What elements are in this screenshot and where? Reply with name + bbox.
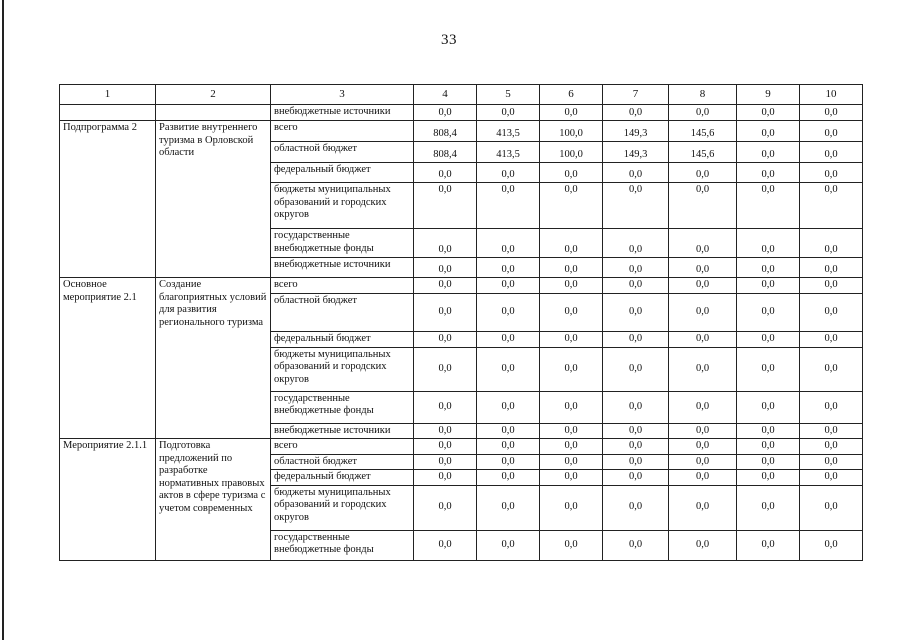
value-cell: 0,0 (603, 183, 669, 229)
value-cell: 0,0 (737, 142, 800, 163)
value-cell: 0,0 (603, 485, 669, 530)
value-cell: 0,0 (669, 331, 737, 347)
value-cell: 808,4 (414, 142, 477, 163)
value-cell: 0,0 (737, 485, 800, 530)
funding-source-cell: федеральный бюджет (271, 470, 414, 486)
value-cell: 145,6 (669, 121, 737, 142)
value-cell: 0,0 (737, 121, 800, 142)
value-cell: 0,0 (669, 454, 737, 470)
value-cell: 100,0 (540, 142, 603, 163)
value-cell: 0,0 (477, 439, 540, 455)
value-cell: 0,0 (800, 183, 863, 229)
value-cell: 0,0 (414, 258, 477, 278)
header-cell: 8 (669, 85, 737, 105)
value-cell: 0,0 (603, 423, 669, 439)
value-cell: 0,0 (414, 105, 477, 121)
value-cell: 0,0 (669, 485, 737, 530)
value-cell: 0,0 (737, 183, 800, 229)
header-cell: 10 (800, 85, 863, 105)
value-cell: 0,0 (477, 229, 540, 258)
page-number: 33 (441, 32, 457, 48)
value-cell: 0,0 (669, 439, 737, 455)
value-cell: 0,0 (603, 105, 669, 121)
value-cell: 0,0 (477, 530, 540, 560)
value-cell: 0,0 (540, 485, 603, 530)
value-cell: 0,0 (414, 470, 477, 486)
funding-source-cell: всего (271, 439, 414, 455)
value-cell: 0,0 (800, 229, 863, 258)
funding-source-cell: государственные внебюджетные фонды (271, 391, 414, 423)
funding-source-cell: областной бюджет (271, 142, 414, 163)
table-row (60, 278, 863, 294)
value-cell: 0,0 (800, 485, 863, 530)
funding-source-cell: внебюджетные источники (271, 258, 414, 278)
value-cell: 0,0 (800, 423, 863, 439)
value-cell: 0,0 (414, 391, 477, 423)
value-cell: 0,0 (540, 530, 603, 560)
value-cell: 413,5 (477, 121, 540, 142)
value-cell: 0,0 (669, 229, 737, 258)
value-cell: 0,0 (414, 454, 477, 470)
value-cell: 149,3 (603, 142, 669, 163)
header-cell: 4 (414, 85, 477, 105)
value-cell: 0,0 (669, 470, 737, 486)
value-cell: 0,0 (737, 278, 800, 294)
value-cell: 0,0 (603, 258, 669, 278)
value-cell: 0,0 (737, 229, 800, 258)
value-cell: 0,0 (603, 278, 669, 294)
value-cell: 0,0 (414, 278, 477, 294)
value-cell: 808,4 (414, 121, 477, 142)
table-row (60, 121, 863, 142)
value-cell: 0,0 (800, 391, 863, 423)
row-label-cell (60, 105, 156, 121)
value-cell: 0,0 (540, 439, 603, 455)
funding-source-cell: бюджеты муниципальных образований и городских округов (271, 485, 414, 530)
value-cell: 0,0 (477, 293, 540, 331)
header-cell: 6 (540, 85, 603, 105)
value-cell: 0,0 (800, 439, 863, 455)
value-cell: 0,0 (669, 278, 737, 294)
value-cell: 0,0 (800, 530, 863, 560)
header-cell: 9 (737, 85, 800, 105)
value-cell: 0,0 (603, 439, 669, 455)
header-cell: 5 (477, 85, 540, 105)
value-cell: 0,0 (477, 183, 540, 229)
value-cell: 0,0 (477, 278, 540, 294)
value-cell: 0,0 (669, 105, 737, 121)
table-row (60, 105, 863, 121)
value-cell: 0,0 (540, 293, 603, 331)
funding-source-cell: государственные внебюджетные фонды (271, 229, 414, 258)
funding-source-cell: федеральный бюджет (271, 331, 414, 347)
program-label-cell: Подпрограмма 2 (60, 121, 156, 278)
value-cell: 0,0 (414, 183, 477, 229)
value-cell: 0,0 (414, 331, 477, 347)
value-cell: 0,0 (477, 454, 540, 470)
value-cell: 0,0 (800, 470, 863, 486)
value-cell: 0,0 (737, 423, 800, 439)
value-cell: 0,0 (669, 258, 737, 278)
value-cell: 0,0 (603, 331, 669, 347)
value-cell: 0,0 (603, 229, 669, 258)
value-cell: 0,0 (414, 229, 477, 258)
value-cell: 0,0 (737, 163, 800, 183)
value-cell: 0,0 (477, 485, 540, 530)
value-cell: 0,0 (603, 293, 669, 331)
value-cell: 0,0 (800, 454, 863, 470)
funding-source-cell: внебюджетные источники (271, 423, 414, 439)
value-cell: 0,0 (737, 293, 800, 331)
value-cell: 0,0 (414, 439, 477, 455)
value-cell: 0,0 (603, 163, 669, 183)
value-cell: 0,0 (669, 530, 737, 560)
page-left-edge (2, 0, 4, 640)
value-cell: 0,0 (603, 454, 669, 470)
value-cell: 0,0 (737, 454, 800, 470)
value-cell: 0,0 (477, 470, 540, 486)
value-cell: 0,0 (540, 391, 603, 423)
funding-source-cell: бюджеты муниципальных образований и городских округов (271, 347, 414, 391)
value-cell: 0,0 (800, 293, 863, 331)
value-cell: 0,0 (540, 229, 603, 258)
value-cell: 0,0 (669, 391, 737, 423)
funding-source-cell: всего (271, 121, 414, 142)
value-cell: 0,0 (669, 293, 737, 331)
value-cell: 0,0 (800, 142, 863, 163)
value-cell: 0,0 (540, 183, 603, 229)
value-cell: 0,0 (603, 347, 669, 391)
value-cell: 0,0 (477, 391, 540, 423)
value-cell: 0,0 (800, 258, 863, 278)
value-cell: 0,0 (477, 258, 540, 278)
value-cell: 0,0 (737, 391, 800, 423)
value-cell: 0,0 (540, 423, 603, 439)
value-cell: 0,0 (540, 163, 603, 183)
value-cell: 0,0 (477, 347, 540, 391)
value-cell: 0,0 (603, 470, 669, 486)
table-header-row (60, 85, 863, 105)
value-cell: 0,0 (540, 454, 603, 470)
value-cell: 0,0 (800, 331, 863, 347)
budget-table (59, 84, 863, 561)
funding-source-cell: всего (271, 278, 414, 294)
header-cell: 3 (271, 85, 414, 105)
header-cell: 2 (156, 85, 271, 105)
value-cell: 0,0 (477, 105, 540, 121)
value-cell: 0,0 (540, 331, 603, 347)
value-cell: 0,0 (737, 530, 800, 560)
value-cell: 0,0 (540, 470, 603, 486)
value-cell: 0,0 (540, 105, 603, 121)
value-cell: 0,0 (477, 163, 540, 183)
value-cell: 0,0 (737, 470, 800, 486)
value-cell: 0,0 (414, 163, 477, 183)
value-cell: 0,0 (414, 530, 477, 560)
value-cell: 0,0 (737, 258, 800, 278)
value-cell: 0,0 (540, 258, 603, 278)
header-cell: 7 (603, 85, 669, 105)
value-cell: 0,0 (800, 105, 863, 121)
header-cell: 1 (60, 85, 156, 105)
value-cell: 0,0 (414, 293, 477, 331)
value-cell: 145,6 (669, 142, 737, 163)
funding-source-cell: бюджеты муниципальных образований и городских округов (271, 183, 414, 229)
value-cell: 0,0 (800, 121, 863, 142)
value-cell: 0,0 (737, 347, 800, 391)
value-cell: 0,0 (414, 485, 477, 530)
value-cell: 0,0 (540, 347, 603, 391)
value-cell: 0,0 (477, 331, 540, 347)
funding-source-cell: внебюджетные источники (271, 105, 414, 121)
value-cell: 100,0 (540, 121, 603, 142)
value-cell: 0,0 (540, 278, 603, 294)
funding-source-cell: государственные внебюджетные фонды (271, 530, 414, 560)
funding-source-cell: федеральный бюджет (271, 163, 414, 183)
value-cell: 0,0 (603, 391, 669, 423)
value-cell: 0,0 (669, 347, 737, 391)
value-cell: 149,3 (603, 121, 669, 142)
value-cell: 0,0 (737, 331, 800, 347)
value-cell: 0,0 (669, 183, 737, 229)
value-cell: 0,0 (477, 423, 540, 439)
value-cell: 0,0 (414, 423, 477, 439)
value-cell: 413,5 (477, 142, 540, 163)
program-description-cell: Подготовка предложений по разработке нормативных правовых актов в сфере туризма с учетом современных (156, 439, 271, 561)
value-cell: 0,0 (800, 163, 863, 183)
value-cell: 0,0 (737, 105, 800, 121)
program-label-cell: Мероприятие 2.1.1 (60, 439, 156, 561)
value-cell: 0,0 (669, 423, 737, 439)
row-description-cell (156, 105, 271, 121)
table-row (60, 439, 863, 455)
funding-source-cell: областной бюджет (271, 293, 414, 331)
funding-source-cell: областной бюджет (271, 454, 414, 470)
value-cell: 0,0 (800, 278, 863, 294)
program-label-cell: Основное мероприятие 2.1 (60, 278, 156, 439)
value-cell: 0,0 (669, 163, 737, 183)
value-cell: 0,0 (737, 439, 800, 455)
program-description-cell: Создание благоприятных условий для развития регионального туризма (156, 278, 271, 439)
program-description-cell: Развитие внутреннего туризма в Орловской области (156, 121, 271, 278)
value-cell: 0,0 (800, 347, 863, 391)
value-cell: 0,0 (603, 530, 669, 560)
value-cell: 0,0 (414, 347, 477, 391)
